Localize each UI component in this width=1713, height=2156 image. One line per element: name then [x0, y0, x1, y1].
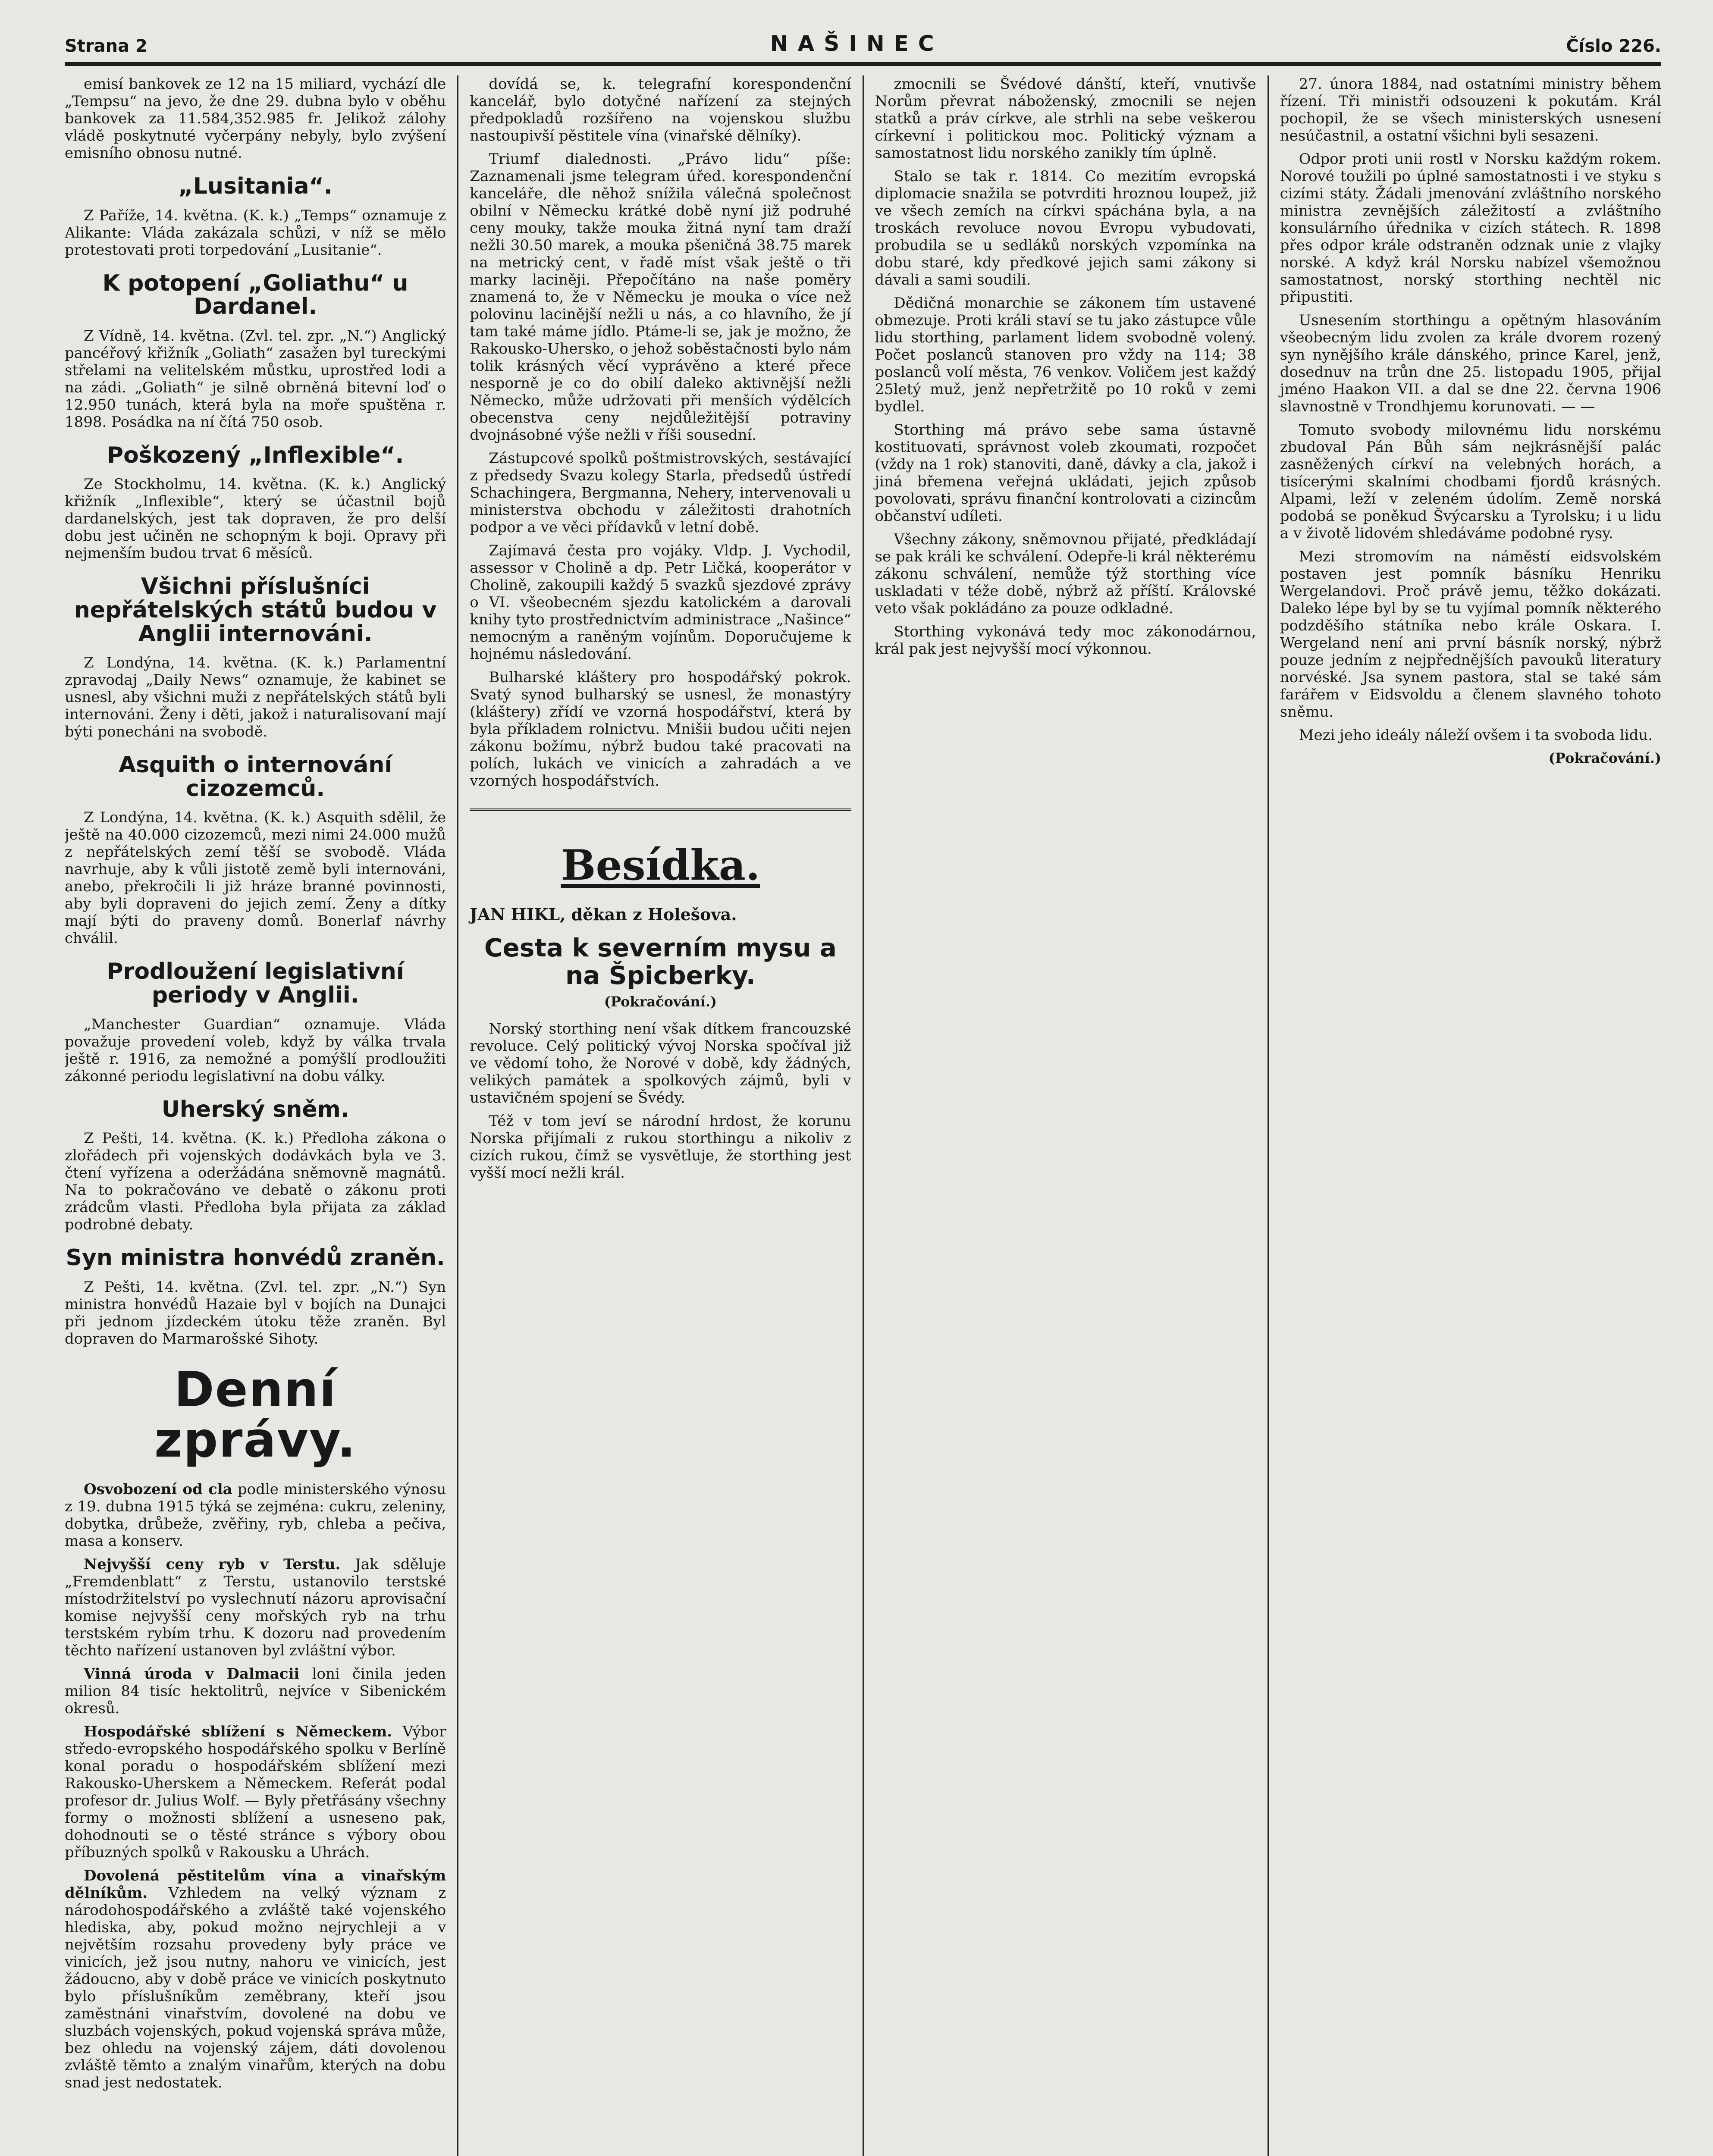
paragraph: Mezi stromovím na náměstí eidsvolském postaven jest pomník básníku Henriku Wergelandovi. Proč právě jemu, těžko dokázati. Daleko lépe byl by se tu vyjímal pomník některého podzděšího státníka nebo krále Oskara. I. Wergeland není ani první básník norský, nýbrž pouze jedním z nejpřednějších pavouků literatury norvéské. Jsa synem pastora, stal se také sám farářem v Eidsvoldu a členem slavného tohoto sněmu.	[1280, 548, 1661, 721]
paragraph: Usnesením storthingu a opětným hlasováním všeobecným lidu zvolen za krále dvorem rozený syn nynějšího krále dánského, prince Karel, jenž, dosednuv na trůn dne 25. listopadu 1905, přijal jméno Haakon VII. a dal se dne 22. června 1906 slavnostně v Trondhjemu korunovati. — —	[1280, 312, 1661, 415]
paragraph: 27. února 1884, nad ostatními ministry během řízení. Tři ministři odsouzeni k pokutám. Král pochopil, že se všech ministerských usnesení nesúčastnil, a ostatní všichni byli sesazeni.	[1280, 75, 1661, 144]
paragraph: zmocnili se Švédové dánští, kteří, vnutivše Norům převrat náboženský, zmocnili se nejen statků a práv církve, ale strhli na sebe veškerou církevní i politickou moc. Politický význam a samostatnost lidu norského zanikly tím úplně.	[875, 75, 1256, 162]
paragraph: Triumf dialednosti. „Právo lidu“ píše: Zaznamenali jsme telegram úřed. korespondenční kanceláře, dle něhož snížila válečná společnost obilní v Německu krátké době nyní již podruhé ceny mouky, takže mouka žitná nyní tam draží nežli 30.50 marek, a mouka pšeničná 38.75 marek na metrický cent, v řadě míst však ještě o tři marky laciněji. Přepočítáno na naše poměry znamená to, že v Německu je mouka o více než polovinu lacinější nežli u nás, a co hlavního, že jí tam také máme jídlo. Ptáme-li se, jak je možno, že Rakousko-Uhersko, o jehož soběstačnosti bylo nám tolik krásných věcí vyprávěno a které přece nesporně je co do obilí daleko aktivnější nežli Německo, může udržovati při menších výdělcích obecenstva ceny nejdůležitější potraviny dvojnásobné výše nežli v říši sousední.	[470, 150, 851, 444]
news-item-lead: Vinná úroda v Dalmacii	[84, 1665, 300, 1683]
news-item-lead: Dovolená pěstitelům vína a vinařským dělníkům.	[65, 1867, 446, 1902]
article-asquith: Z Londýna, 14. května. (K. k.) Asquith sdělil, že ještě na 40.000 cizozemců, mezi nimi 24.000 mužů z nepřátelských zemí těší se svobodě. Vláda navrhuje, aby k vůli jistotě země byli internováni, anebo, překročili li již hráze branné povinnosti, aby byli dopraveni do jejich zemí. Ženy a dítky mají býti do praveny domů. Bonerlaf návrhy chválil.	[65, 809, 446, 947]
news-item-text: Jak sděluje „Fremdenblatt“ z Terstu, ustanovilo terstské místodržitelství po vyslechnutí názoru aprovisační komise nejvyšší ceny mořských ryb na trhu terstském rybím trhu. K dozoru nad provedením těchto nařízení ustanoven byl zvláštní výbor.	[65, 1555, 446, 1659]
paragraph: Všechny zákony, sněmovnou přijaté, předkládají se pak králi ke schválení. Odepře-li král některému zákonu schválení, nemůže týž storthing více uskladati v téže době, nýbrž až příští. Královské veto však pokládáno za pouze odkladné.	[875, 531, 1256, 617]
headline-asquith: Asquith o internování cizozemců.	[118, 752, 392, 802]
article-prodlouzeni: „Manchester Guardian“ oznamuje. Vláda považuje provedení voleb, když by válka trvala ještě r. 1916, za nemožné a pomýšlí prodloužiti zákonné periodu legislativní na dobu války.	[65, 1015, 446, 1085]
page-number: Strana 2	[65, 36, 147, 56]
continuation-note: (Pokračování.)	[604, 993, 717, 1010]
news-item-text: Výbor středo-evropského hospodářského spolku v Berlíně konal poradu o hospodářském sblížení mezi Rakousko-Uherskem a Německem. Referát podal profesor dr. Julius Wolf. — Byly přetřásány všechny formy o možnosti sblížení a usneseno pak, dohodnouti se o těsté stránce s výbory obou příbuzných spolků v Rakousku a Uhrách.	[65, 1723, 446, 1861]
headline-goliath: K potopení „Goliathu“ u Dardanel.	[102, 270, 408, 320]
news-item	[65, 1556, 446, 1659]
paragraph: Bulharské kláštery pro hospodářský pokrok. Svatý synod bulharský se usnesl, že monastýry (kláštery) zřídí ve vzorná hospodářství, která by byla příkladem rolnictvu. Mnišii budou učiti nejen zákonu božímu, nýbrž budou také pracovati na polích, lukách ve vinicích a zahradách a ve vzorných hospodářstvích.	[470, 669, 851, 790]
section-title-besidka: Besídka.	[561, 841, 760, 890]
news-item-lead: Hospodářské sblížení s Německem.	[84, 1723, 392, 1740]
paragraph: Zástupcové spolků poštmistrovských, sestávající z předsedy Svazu kolegy Starla, předsedů ústředí Schachingera, Bergmanna, Nehery, intervenovali u ministerstva obchodu v záležitosti drahotních podpor a ve věci přídavků v letní době.	[470, 450, 851, 536]
headline-honved: Syn ministra honvédů zraněn.	[66, 1245, 445, 1271]
story-title: Cesta k severním mysu a na Špicberky.	[484, 933, 837, 990]
column-2	[457, 75, 862, 2156]
news-item	[65, 1665, 446, 1717]
news-item-lead: Osvobození od cla	[84, 1480, 232, 1498]
article-lusitania: Z Paříže, 14. května. (K. k.) „Temps“ oznamuje z Alikante: Vláda zakázala schůzi, v níž se mělo protestovati proti torpedování „Lusitanie“.	[65, 207, 446, 259]
issue-number: Číslo 226.	[1566, 36, 1661, 56]
newspaper-title: NAŠINEC	[770, 31, 944, 56]
article-internovani: Z Londýna, 14. května. (K. k.) Parlamentní zpravodaj „Daily News“ oznamuje, že kabinet se usnesl, aby všichni muži z nepřátelských států byli internováni. Ženy i děti, jakož i naturalisovaní mají býti ponecháni na svobodě.	[65, 654, 446, 741]
section-title-denni-zpravy: Denní zprávy.	[154, 1361, 357, 1469]
paragraph: Storthing vykonává tedy moc zákonodárnou, král pak jest nejvyšší mocí výkonnou.	[875, 623, 1256, 658]
news-item	[65, 1867, 446, 2091]
paragraph: Odpor proti unii rostl v Norsku každým rokem. Norové toužili po úplné samostatnosti i ve styku s cizími státy. Žádali jmenování zvláštního norského ministra zevnějších záležitostí a zvláštního konsulárního úřednika v cizích státech. R. 1898 přes odpor krále odstraněn odznak unie z vlajky norské. A když král Norsku nabízel všemožnou samostatnost, norský storthing nechtěl nic připustiti.	[1280, 150, 1661, 306]
headline-internovani: Všichni příslušníci nepřátelských států budou v Anglii internováni.	[74, 573, 437, 647]
columns	[65, 75, 1661, 2156]
paragraph: Stalo se tak r. 1814. Co mezitím evropská diplomacie snažila se potvrditi hroznou loupež, již ve všech zemích na církvi spáchána byla, a na troskách revoluce novou Evropu vybudovati, probudila se u sedláků norských vzpomínka na dobu staré, kdy předkové jejich sami zákony si dávali a sami soudili.	[875, 168, 1256, 288]
article-honved: Z Pešti, 14. května. (Zvl. tel. zpr. „N.“) Syn ministra honvédů Hazaie byl v bojích na Dunajci při jednom jízdeckém útoku těže zraněn. Byl dopraven do Marmarošské Sihoty.	[65, 1278, 446, 1348]
headline-lusitania: „Lusitania“.	[178, 173, 333, 199]
headline-inflexible: Poškozený „Inflexible“.	[107, 442, 404, 468]
paragraph: Storthing má právo sebe sama ústavně kostituovati, správnost voleb zkoumati, rozpočet (vždy na 1 rok) stanoviti, daně, dávky a cla, jakož i jiná břemena veřejná ukládati, jejich způsob povolovati, správu finanční kontrolovati a cizincům občanství udíleti.	[875, 421, 1256, 525]
article-goliath: Z Vídně, 14. května. (Zvl. tel. zpr. „N.“) Anglický pancéřový křižník „Goliath“ zasažen byl tureckými střelami na velitelském můstku, uprostřed lodi a na zádi. „Goliath“ je silně obrněná bitevní loď o 12.950 tunách, která byla na moře spuštěna r. 1898. Posádka na ní čítá 750 osob.	[65, 327, 446, 431]
article-uhersky-snem: Z Pešti, 14. května. (K. k.) Předloha zákona o zlořádech při vojenských dodávkách byla ve 3. čtení vyřízena a oderžádána sněmovně magnátů. Na to pokračováno ve debatě o zákonu proti zrádcům vlasti. Předloha byla přijata za základ podrobné debaty.	[65, 1130, 446, 1234]
column-4	[1267, 75, 1661, 2156]
news-item-text: loni činila jeden milion 84 tisíc hektolitrů, nejvíce v Sibenickém okresů.	[65, 1665, 446, 1717]
column-1	[65, 75, 457, 2156]
news-item	[65, 1723, 446, 1861]
headline-uhersky-snem: Uherský sněm.	[161, 1096, 349, 1122]
paragraph: Tomuto svobody milovnému lidu norskému zbudoval Pán Bůh sám nejkrásnější palác zasněžených církví na velebných horách, a tisícerými skalními chodbami fjordů krásných. Alpami, leží v zeleném údolím. Země norská podobá se poněkud Švýcarsku a Tyrolsku; i u lidu a v životě lidovém shledáváme podobné rysy.	[1280, 421, 1661, 542]
headline-prodlouzeni: Prodloužení legislativní periody v Anglii.	[107, 959, 404, 1008]
masthead	[65, 9, 1661, 66]
section-divider	[470, 808, 851, 814]
column-3	[863, 75, 1267, 2156]
paragraph: dovídá se, k. telegrafní korespondenční kancelář, bylo dotyčné nařízení za stejných předpokladů rozšířeno na vojenskou službu nastoupivší pěstitele vína (vinařské dělníky).	[470, 75, 851, 144]
paragraph: Též v tom jeví se národní hrdost, že korunu Norska přijímali z rukou storthingu a nikoliv z cizích rukou, čímž se vysvětluje, že storthing jest vyšší mocí nežli král.	[470, 1112, 851, 1182]
news-item-text: podle ministerského výnosu z 19. dubna 1915 týká se zejména: cukru, zeleniny, dobytka, drůbeže, zvěřiny, ryb, chleba a pečiva, masa a konserv.	[65, 1480, 446, 1550]
author-byline: JAN HIKL, děkan z Holešova.	[470, 904, 737, 924]
article-intro: emisí bankovek ze 12 na 15 miliard, vychází dle „Tempsu“ na jevo, že dne 29. dubna bylo v oběhu bankovek za 11.584,352.985 fr. Jelikož zálohy vládě poskytnuté vyčerpány nebyly, bylo zvýšení emisního obnosu nutné.	[65, 75, 446, 162]
paragraph: Mezi jeho ideály náleží ovšem i ta svoboda lidu.	[1299, 727, 1653, 744]
news-item	[65, 1481, 446, 1550]
continuation-note: (Pokračování.)	[1548, 750, 1661, 766]
news-item-text: Vzhledem na velký význam z národohospodářského a zvláště také vojenského hlediska, aby, pokud možno nejrychleji a v největším rozsahu provedeny byly práce ve vinicích, jež jsou nutny, nahoru ve vinicích, jest žádoucno, aby v době práce ve vinicích poskytnuto bylo příslušníkům zeměbrany, kteří jsou zaměstnáni vinařstvím, dovolené na dobu ve sluzbách vojenských, pokud vojenská správa může, bez ohledu na vojenský zájem, dáti dovolenou zvláště těmto a znalým vinařům, kterých na dobu snad jest nedostatek.	[65, 1884, 446, 2091]
paragraph: Zajímavá česta pro vojáky. Vldp. J. Vychodil, assessor v Cholině a dp. Petr Ličká, kooperátor v Cholině, zakoupili každý 5 svazků sjezdové zprávy o VI. všeobecném sjezdu katolickém a darovali knihy tyto prostřednictvím administrace „Našince“ nemocným a raněným vojínům. Doporučujeme k hojnému následování.	[470, 542, 851, 663]
paragraph: Norský storthing není však dítkem francouzské revoluce. Celý politický vývoj Norska spočíval již ve vědomí toho, že Norové v době, kdy žádných, velikých památek a spolkových zájmů, byli v ustavičném spojení se Švédy.	[470, 1020, 851, 1107]
paragraph: Dědičná monarchie se zákonem tím ustavené obmezuje. Proti králi staví se tu jako zástupce vůle lidu storthing, parlament lidem svobodně volený. Počet poslanců stanoven pro vždy na 114; 38 poslanců volí města, 76 venkov. Voličem jest každý 25letý muž, jenž nepřetržitě po 10 roků v zemi bydlel.	[875, 295, 1256, 415]
article-inflexible: Ze Stockholmu, 14. května. (K. k.) Anglický křižník „Inflexible“, který se účastnil bojů dardanelských, jest tak dopraven, že pro delší dobu jest učiněn ne schopným k boji. Opravy při nejmenším budou trvat 6 měsíců.	[65, 476, 446, 562]
news-item-lead: Nejvyšší ceny ryb v Terstu.	[84, 1555, 341, 1573]
